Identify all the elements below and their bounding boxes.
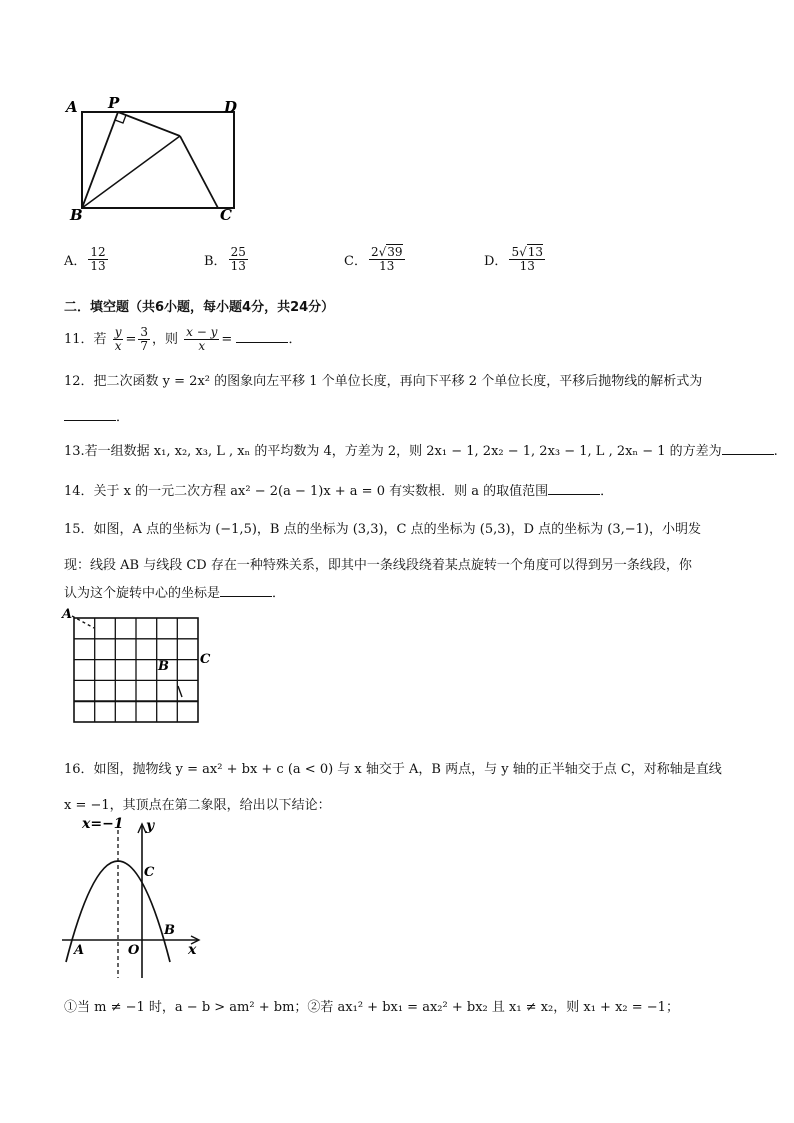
segment-pe — [118, 112, 180, 136]
segment-be — [82, 136, 180, 208]
option-c: C． $\frac{2√39}{13}$ — [344, 245, 403, 273]
answer-blank-13[interactable] — [722, 440, 774, 455]
option-a: A． $\frac{12}{13}$ — [64, 245, 106, 273]
question-15-line3: 认为这个旋转中心的坐标是 ． — [64, 582, 285, 604]
answer-blank-12[interactable] — [64, 406, 116, 421]
question-13: 13.若一组数据 x₁, x₂, x₃, L , xₙ 的平均数为 4，方差为 2，则 2x₁ − 1, 2x₂ − 1, 2x₃ − 1, L , 2xₙ − 1 的方差为 . — [64, 440, 778, 462]
question-16-line2: x = −1，其顶点在第二象限，给出以下结论： — [64, 798, 331, 813]
graph-label-b: B — [164, 923, 175, 938]
question-12-line1: 12．把二次函数 y = 2x² 的图象向左平移 1 个单位长度，再向下平移 2 个单位长度，平移后抛物线的解析式为 — [64, 374, 703, 389]
question-16-line3: ①当 m ≠ −1 时，a − b > am² + bm；②若 ax₁² + bx₁ = ax₂² + bx₂ 且 x₁ ≠ x₂，则 x₁ + x₂ = −1； — [64, 1000, 679, 1015]
question-16-line1: 16．如图，抛物线 y = ax² + bx + c (a < 0) 与 x 轴交于 A，B 两点，与 y 轴的正半轴交于点 C，对称轴是直线 — [64, 762, 722, 777]
label-d: D — [224, 98, 238, 116]
section-title: 二．填空题（共6小题，每小题4分，共24分） — [64, 300, 335, 315]
graph-label-c: C — [144, 865, 155, 880]
label-a: A — [66, 98, 78, 116]
option-d: D． $\frac{5√13}{13}$ — [484, 245, 544, 273]
answer-blank-14[interactable] — [548, 480, 600, 495]
segment-bp — [82, 112, 118, 208]
parabola-graph — [60, 812, 210, 988]
graph-label-y: y — [146, 818, 155, 834]
graph-label-x: x — [188, 942, 197, 958]
grid-label-a: A — [62, 607, 73, 622]
grid-label-b: B — [158, 659, 169, 674]
segment-cd — [178, 686, 182, 697]
question-15-line1: 15．如图，A 点的坐标为 (−1,5)，B 点的坐标为 (3,3)，C 点的坐标为 (5,3)，D 点的坐标为 (3,−1)，小明发 — [64, 522, 701, 537]
answer-blank-15[interactable] — [220, 582, 272, 597]
grid-label-c: C — [200, 652, 211, 667]
graph-label-a: A — [74, 943, 85, 958]
segment-ec — [180, 136, 218, 208]
grid-figure — [60, 606, 220, 730]
label-b: B — [70, 206, 83, 222]
question-15-line2: 现：线段 AB 与线段 CD 存在一种特殊关系，即其中一条线段绕着某点旋转一个角度可以得到另一条线段，你 — [64, 558, 692, 573]
option-b: B． $\frac{25}{13}$ — [204, 245, 246, 273]
label-p: P — [108, 94, 120, 112]
question-14: 14．关于 x 的一元二次方程 ax² − 2(a − 1)x + a = 0 有实数根．则 a 的取值范围 ． — [64, 480, 613, 502]
label-c: C — [220, 206, 232, 222]
graph-label-o: O — [128, 943, 140, 958]
question-12-line2: ． — [64, 406, 129, 428]
answer-blank-11[interactable] — [236, 328, 288, 343]
graph-label-axis-eq: x=−1 — [82, 816, 124, 832]
grid-lines — [74, 618, 198, 722]
rectangle-figure — [60, 92, 250, 222]
question-11: 11．若 $\frac{y}{x}$ = $\frac{3}{7}$ ，则 $\frac{x - y}{x}$ = ． — [64, 325, 302, 353]
